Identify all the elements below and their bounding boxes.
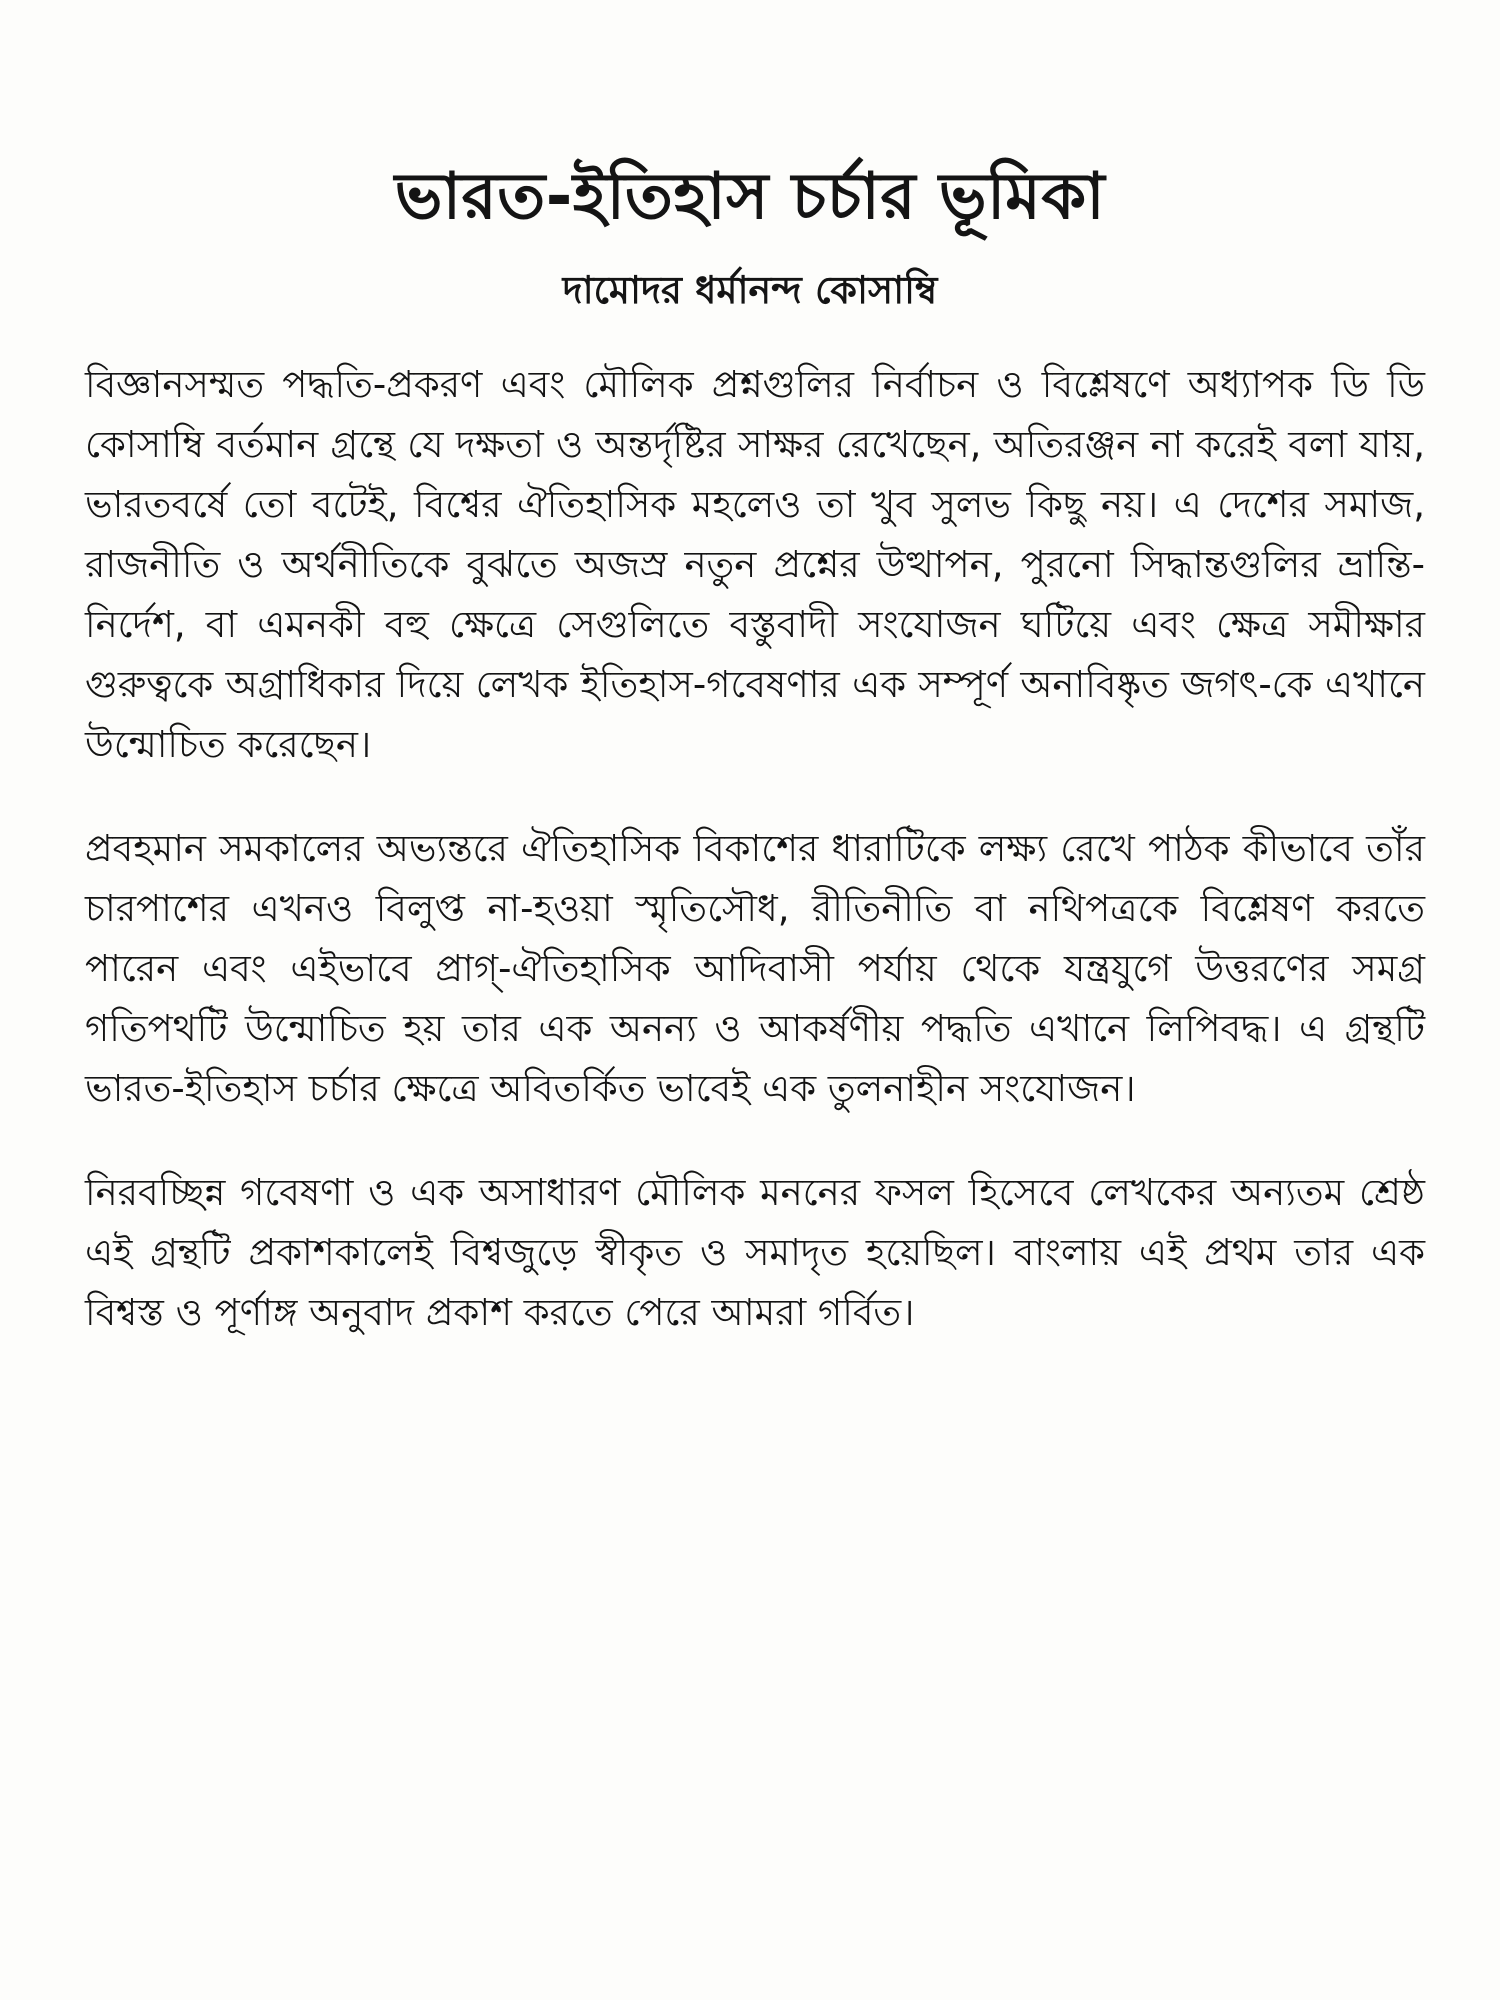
paragraph: নিরবচ্ছিন্ন গবেষণা ও এক অসাধারণ মৌলিক মননের ফসল হিসেবে লেখকের অন্যতম শ্রেষ্ঠ এই গ্রন্থটি প্রকাশকালেই বিশ্বজুড়ে স্বীকৃত ও সমাদৃত হয়েছিল। বাংলায় এই প্রথম তার এক বিশ্বস্ত ও পূর্ণাঙ্গ অনুবাদ প্রকাশ করতে পেরে আমরা গর্বিত। [85, 1171, 1425, 1334]
author-name: দামোদর ধর্মানন্দ কোসাম্বি [562, 268, 938, 312]
paragraph: বিজ্ঞানসম্মত পদ্ধতি-প্রকরণ এবং মৌলিক প্রশ্নগুলির নির্বাচন ও বিশ্লেষণে অধ্যাপক ডি ডি কোসাম্বি বর্তমান গ্রন্থে যে দক্ষতা ও অন্তর্দৃষ্টির সাক্ষর রেখেছেন, অতিরঞ্জন না করেই বলা যায়, ভারতবর্ষে তো বটেই, বিশ্বের ঐতিহাসিক মহলেও তা খুব সুলভ কিছু নয়। এ দেশের সমাজ, রাজনীতি ও অর্থনীতিকে বুঝতে অজস্র নতুন প্রশ্নের উত্থাপন, পুরনো সিদ্ধান্তগুলির ভ্রান্তি-নির্দেশ, বা এমনকী বহু ক্ষেত্রে সেগুলিতে বস্তুবাদী সংযোজন ঘটিয়ে এবং ক্ষেত্র সমীক্ষার গুরুত্বকে অগ্রাধিকার দিয়ে লেখক ইতিহাস-গবেষণার এক সম্পূর্ণ অনাবিষ্কৃত জগৎ-কে এখানে উন্মোচিত করেছেন। [85, 363, 1425, 766]
body-text [85, 355, 1425, 1387]
document-title: ভারত-ইতিহাস চর্চার ভূমিকা [394, 160, 1106, 234]
paragraph: প্রবহমান সমকালের অভ্যন্তরে ঐতিহাসিক বিকাশের ধারাটিকে লক্ষ্য রেখে পাঠক কীভাবে তাঁর চারপাশের এখনও বিলুপ্ত না-হওয়া স্মৃতিসৌধ, রীতিনীতি বা নথিপত্রকে বিশ্লেষণ করতে পারেন এবং এইভাবে প্রাগ্-ঐতিহাসিক আদিবাসী পর্যায় থেকে যন্ত্রযুগে উত্তরণের সমগ্র গতিপথটি উন্মোচিত হয় তার এক অনন্য ও আকর্ষণীয় পদ্ধতি এখানে লিপিবদ্ধ। এ গ্রন্থটি ভারত-ইতিহাস চর্চার ক্ষেত্রে অবিতর্কিত ভাবেই এক তুলনাহীন সংযোজন। [85, 827, 1425, 1110]
